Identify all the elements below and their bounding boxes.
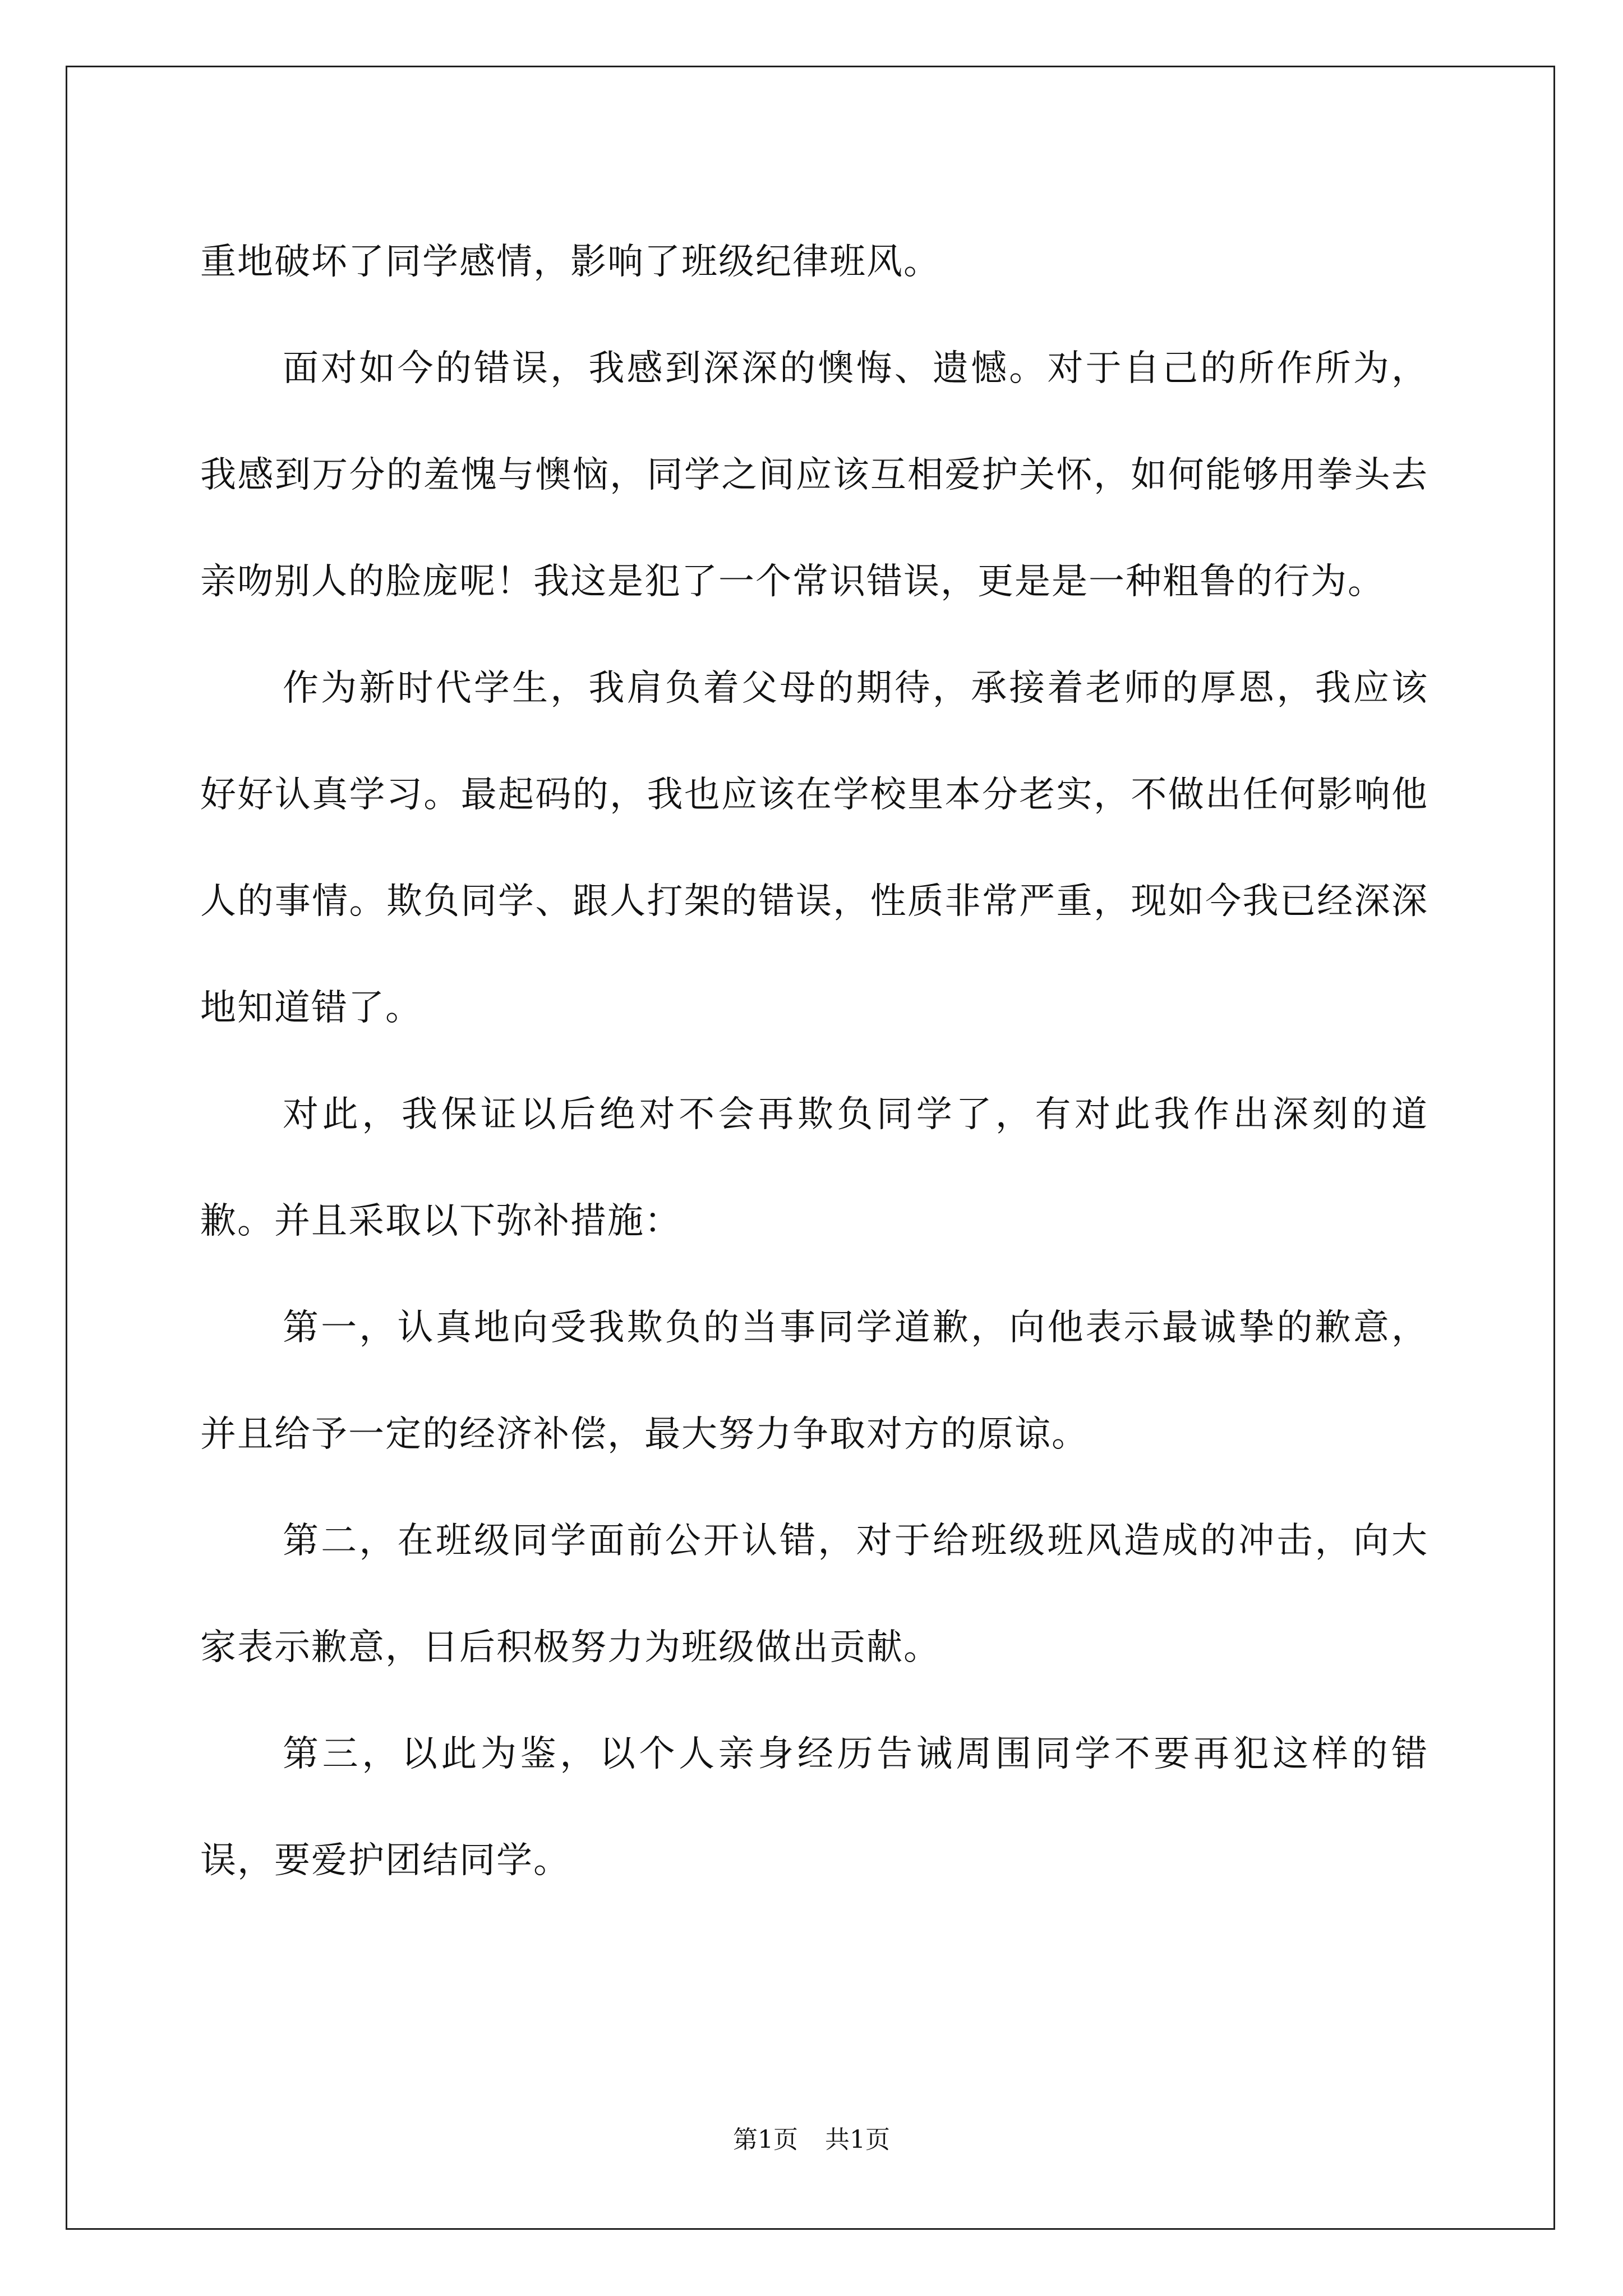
page-total: 共1页 (825, 2125, 890, 2154)
paragraph-7: 第三，以此为鉴，以个人亲身经历告诫周围同学不要再犯这样的错误，要爱护团结同学。 (200, 1733, 1428, 1881)
page-footer (0, 2123, 1623, 2157)
document-body (200, 209, 1428, 1914)
paragraph-4: 对此，我保证以后绝对不会再欺负同学了，有对此我作出深刻的道歉。并且采取以下弥补措施： (200, 1094, 1428, 1242)
paragraph-1: 重地破坏了同学感情，影响了班级纪律班风。 (200, 241, 940, 283)
page-number: 第1页 (733, 2125, 798, 2154)
paragraph-6: 第二，在班级同学面前公开认错，对于给班级班风造成的冲击，向大家表示歉意，日后积极努力为班级做出贡献。 (200, 1520, 1428, 1668)
paragraph-2: 面对如今的错误，我感到深深的懊悔、遗憾。对于自己的所作所为，我感到万分的羞愧与懊恼，同学之间应该互相爱护关怀，如何能够用拳头去亲吻别人的脸庞呢！我这是犯了一个常识错误，更是是一种粗鲁的行为。 (200, 348, 1428, 602)
paragraph-5: 第一，认真地向受我欺负的当事同学道歉，向他表示最诚挚的歉意，并且给予一定的经济补偿，最大努力争取对方的原谅。 (200, 1307, 1428, 1455)
paragraph-3: 作为新时代学生，我肩负着父母的期待，承接着老师的厚恩，我应该好好认真学习。最起码的，我也应该在学校里本分老实，不做出任何影响他人的事情。欺负同学、跟人打架的错误，性质非常严重，现如今我已经深深地知道错了。 (200, 668, 1428, 1029)
